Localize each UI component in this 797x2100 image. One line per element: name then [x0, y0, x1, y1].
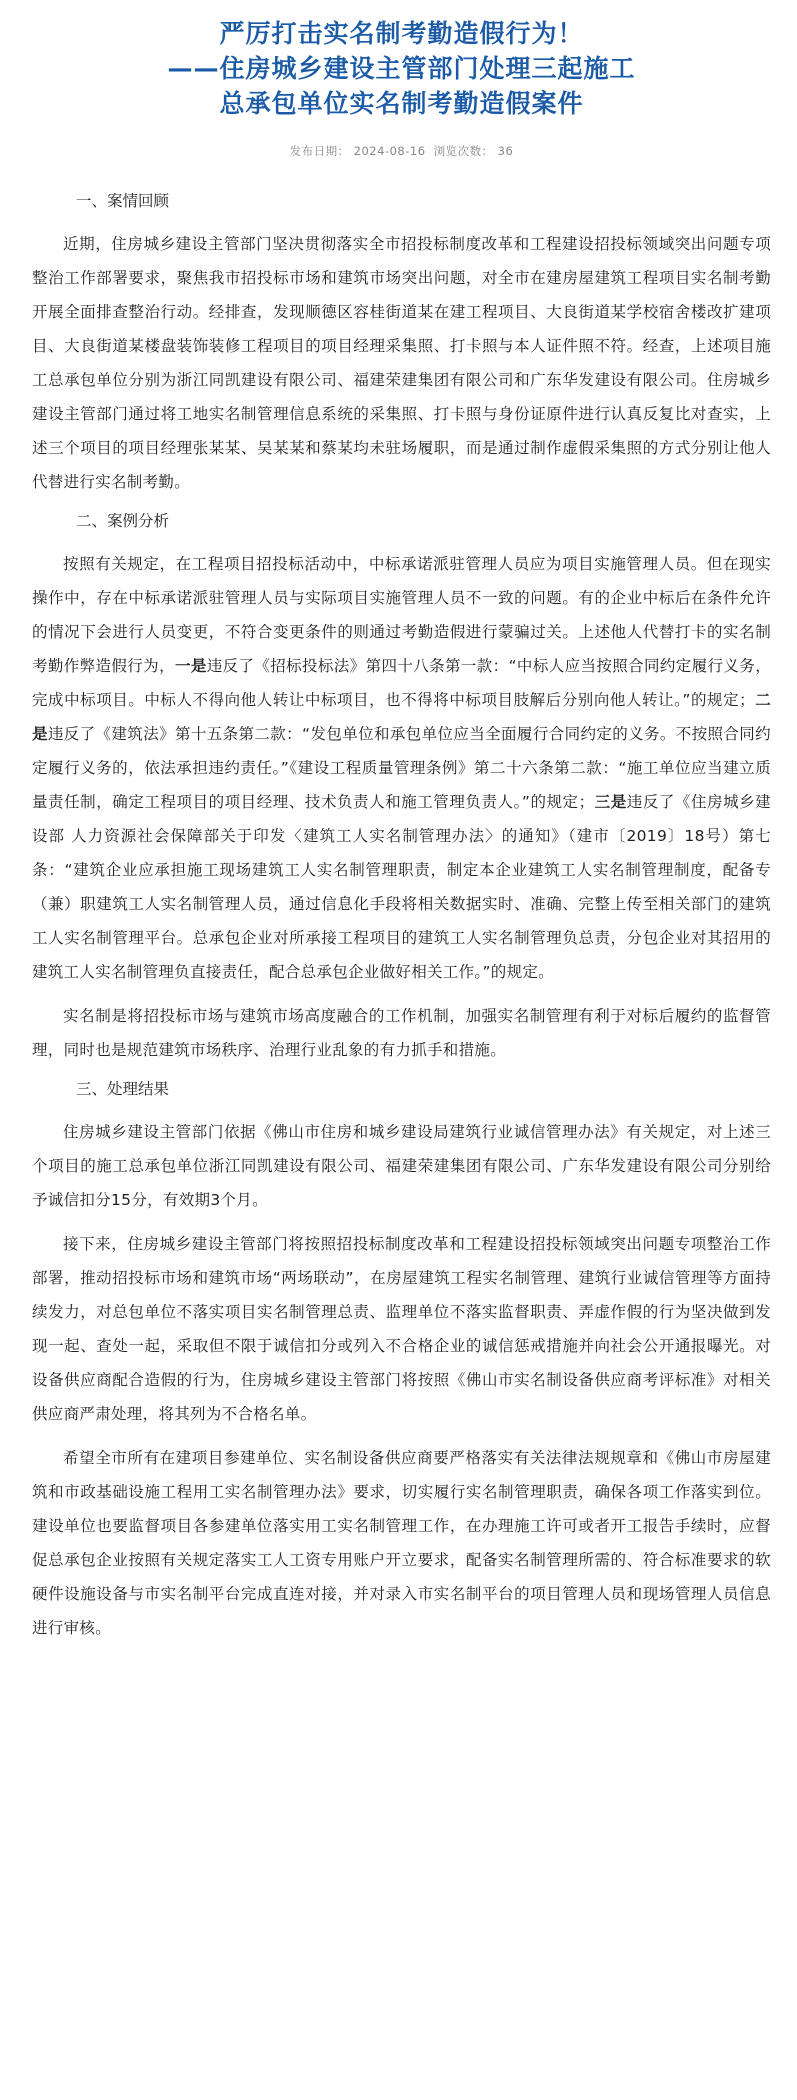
view-count: 36: [497, 144, 514, 158]
case-analysis-paragraph-2: 实名制是将招投标市场与建筑市场高度融合的工作机制，加强实名制管理有利于对标后履约的监督管理，同时也是规范建筑市场秩序、治理行业乱象的有力抓手和措施。: [32, 1007, 771, 1059]
article-meta: [32, 143, 771, 159]
analysis-point-1: 一是: [174, 657, 207, 675]
analysis-text-4: 违反了《住房城乡建设部 人力资源社会保障部关于印发〈建筑工人实名制管理办法〉的通知》（建市〔2019〕18号）第七条：“建筑企业应承担施工现场建筑工人实名制管理职责，制定本企业建筑工人实名制管理制度，配备专（兼）职建筑工人实名制管理人员，通过信息化手段将相关数据实时、准确、完整上传至相关部门的建筑工人实名制管理平台。总承包企业对所承接工程项目的建筑工人实名制管理负总责，分包企业对其招用的建筑工人实名制管理负直接责任，配合总承包企业做好相关工作。”的规定。: [32, 793, 771, 981]
article-title: [32, 16, 771, 121]
analysis-text-2: 违反了《招标投标法》第四十八条第一款：“中标人应当按照合同约定履行义务，完成中标项目。中标人不得向他人转让中标项目，也不得将中标项目肢解后分别向他人转让。”的规定；: [32, 657, 771, 709]
title-line-3: 总承包单位实名制考勤造假案件: [219, 89, 584, 118]
analysis-point-3: 三是: [594, 793, 627, 811]
analysis-point-2: 二是: [32, 691, 771, 743]
case-analysis-paragraph-1: [32, 547, 771, 989]
views-label: 浏览次数：: [433, 144, 494, 158]
date-label: 发布日期：: [289, 144, 350, 158]
analysis-text-1: 按照有关规定，在工程项目招投标活动中，中标承诺派驻管理人员应为项目实施管理人员。但在现实操作中，存在中标承诺派驻管理人员与实际项目实施管理人员不一致的问题。有的企业中标后在条件允许的情况下会进行人员变更，不符合变更条件的则通过考勤造假进行蒙骗过关。上述他人代替打卡的实名制考勤作弊造假行为，: [32, 555, 771, 675]
section-heading-handling-result: 三、处理结果: [76, 1080, 170, 1098]
section-heading-case-review: 一、案情回顾: [76, 192, 170, 210]
section-heading-case-analysis: 二、案例分析: [76, 512, 170, 530]
title-line-2: ——住房城乡建设主管部门处理三起施工: [167, 54, 636, 83]
handling-result-paragraph-1: 住房城乡建设主管部门依据《佛山市住房和城乡建设局建筑行业诚信管理办法》有关规定，对上述三个项目的施工总承包单位浙江同凯建设有限公司、福建荣建集团有限公司、广东华发建设有限公司分别给予诚信扣分15分，有效期3个月。: [32, 1123, 771, 1209]
title-line-1: 严厉打击实名制考勤造假行为！: [219, 19, 584, 48]
analysis-text-3: 违反了《建筑法》第十五条第二款：“发包单位和承包单位应当全面履行合同约定的义务。不按照合同约定履行义务的，依法承担违约责任。”《建设工程质量管理条例》第二十六条第二款：“施工单位应当建立质量责任制，确定工程项目的项目经理、技术负责人和施工管理负责人。”的规定；: [32, 725, 771, 811]
handling-result-paragraph-3: 希望全市所有在建项目参建单位、实名制设备供应商要严格落实有关法律法规规章和《佛山市房屋建筑和市政基础设施工程用工实名制管理办法》要求，切实履行实名制管理职责，确保各项工作落实到位。建设单位也要监督项目各参建单位落实用工实名制管理工作，在办理施工许可或者开工报告手续时，应督促总承包企业按照有关规定落实工人工资专用账户开立要求，配备实名制管理所需的、符合标准要求的软硬件设施设备与市实名制平台完成直连对接，并对录入市实名制平台的项目管理人员和现场管理人员信息进行审核。: [32, 1449, 771, 1637]
publish-date: 2024-08-16: [353, 144, 426, 158]
case-review-paragraph: 近期，住房城乡建设主管部门坚决贯彻落实全市招投标制度改革和工程建设招投标领域突出问题专项整治工作部署要求，聚焦我市招投标市场和建筑市场突出问题，对全市在建房屋建筑工程项目实名制考勤开展全面排查整治行动。经排查，发现顺德区容桂街道某在建工程项目、大良街道某学校宿舍楼改扩建项目、大良街道某楼盘装饰装修工程项目的项目经理采集照、打卡照与本人证件照不符。经查，上述项目施工总承包单位分别为浙江同凯建设有限公司、福建荣建集团有限公司和广东华发建设有限公司。住房城乡建设主管部门通过将工地实名制管理信息系统的采集照、打卡照与身份证原件进行认真反复比对查实，上述三个项目的项目经理张某某、吴某某和蔡某均未驻场履职，而是通过制作虚假采集照的方式分别让他人代替进行实名制考勤。: [32, 235, 771, 491]
handling-result-paragraph-2: 接下来，住房城乡建设主管部门将按照招投标制度改革和工程建设招投标领域突出问题专项整治工作部署，推动招投标市场和建筑市场“两场联动”，在房屋建筑工程实名制管理、建筑行业诚信管理等方面持续发力，对总包单位不落实项目实名制管理总责、监理单位不落实监督职责、弄虚作假的行为坚决做到发现一起、查处一起，采取但不限于诚信扣分或列入不合格企业的诚信惩戒措施并向社会公开通报曝光。对设备供应商配合造假的行为，住房城乡建设主管部门将按照《佛山市实名制设备供应商考评标准》对相关供应商严肃处理，将其列为不合格名单。: [32, 1235, 771, 1423]
